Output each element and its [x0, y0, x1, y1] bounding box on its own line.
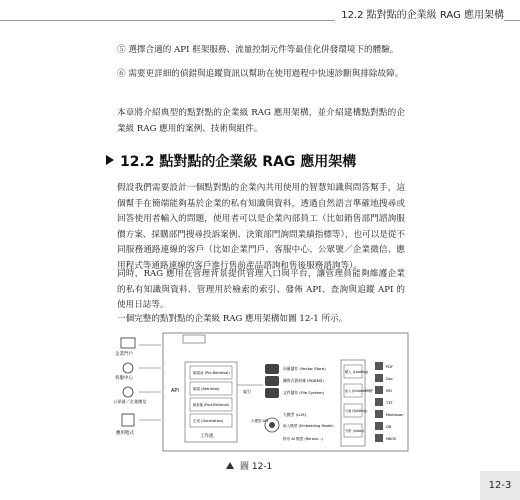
- svg-text:嵌入模型 (Embedding Model): 嵌入模型 (Embedding Model): [283, 424, 334, 428]
- client-app: [116, 414, 134, 436]
- section-heading-text: 12.2 點對點的企業級 RAG 應用架構: [120, 154, 357, 170]
- client-service: [115, 363, 133, 381]
- architecture-svg: [113, 330, 413, 455]
- svg-text:MD: MD: [386, 389, 392, 393]
- api-label: API: [171, 388, 179, 394]
- svg-text:生成 (Generation): 生成 (Generation): [193, 419, 224, 423]
- paragraph-item-5: ⑤ 選擇合適的 API 框架服務、流量控制元件等最佳化併發環境下的體驗。: [117, 45, 399, 55]
- svg-text:MBOX: MBOX: [386, 437, 396, 441]
- section-heading: [106, 151, 356, 171]
- client-label: 企業門戶: [115, 352, 133, 357]
- paragraph-admin: 同時，RAG 應用在管理背景提供管理入口與平台，讓管理員能夠維護企業的私有知識與資料、管理用於檢索的索引、發佈 API、查詢與追蹤 API 的使用日誌等。: [117, 269, 405, 310]
- svg-text:Doc: Doc: [386, 377, 393, 381]
- running-header-text: 12.2 點對點的企業級 RAG 應用架構: [335, 6, 504, 21]
- svg-text:分割 (Splitting): 分割 (Splitting): [345, 409, 368, 413]
- svg-text:嵌入 (Embedding): 嵌入 (Embedding): [345, 389, 373, 393]
- client-label: 應用程式: [116, 431, 134, 436]
- caption-triangle-icon: [226, 462, 234, 469]
- page-number: 12-3: [480, 471, 520, 500]
- svg-text:檢索後 (Post-Retrieval): 檢索後 (Post-Retrieval): [193, 403, 230, 407]
- svg-text:檢索 (Retrieval): 檢索 (Retrieval): [193, 387, 220, 391]
- index-label: 索引: [243, 389, 251, 394]
- svg-text:Markdown: Markdown: [386, 413, 404, 417]
- source-icons: [375, 362, 404, 442]
- running-header: [0, 0, 520, 28]
- svg-text:向量儲存 (Vector Store): 向量儲存 (Vector Store): [283, 366, 326, 371]
- paragraph-item-6: ⑥ 需要更詳細的偵錯與追蹤資訊以幫助在使用過程中快速診斷與排除故障。: [117, 69, 404, 79]
- svg-text:檢索前 (Pre-Retrieval): 檢索前 (Pre-Retrieval): [193, 371, 230, 375]
- paragraph-figure-ref: 一個完整的點對點的企業級 RAG 應用架構如圖 12-1 所示。: [117, 314, 348, 324]
- architecture-diagram: [113, 330, 413, 455]
- model-api-label: 大模型 API: [251, 419, 269, 423]
- svg-text:載入 (Loading): 載入 (Loading): [345, 370, 369, 374]
- svg-text:DB: DB: [386, 425, 392, 429]
- paragraph-chapter-intro: 本章將介紹典型的點對點的企業級 RAG 應用架構，並介紹建構點對點的企業級 RAG 應用的案例、技術與組件。: [117, 108, 405, 134]
- paragraph-scenario: 假設我們需要設計一個點對點的企業內共用使用的智慧知識與問答幫手，這個幫手在簡端能夠基於企業的私有知識與資料，透過自然語言準確地搜尋或回答使用者輸入的問題，使用者可以是企業內部員工（比如銷售部門諮詢服價方案、採購部門搜尋投訴案例、決策部門詢問業績指標等），也可以是從不同服務通路連線的客戶（比如企業門戶、客服中心、公眾號／企業微信、應用程式等通路連線的客戶進行售前產品諮詢和售後服務諮詢等）。: [117, 183, 405, 271]
- workflow-label: 工作流: [200, 434, 214, 439]
- caption-text: 圖 12-1: [240, 462, 273, 472]
- client-label: 公眾號／企業微信: [113, 399, 147, 404]
- svg-text:TXT: TXT: [386, 401, 393, 405]
- svg-text:文件儲存 (File System): 文件儲存 (File System): [283, 390, 325, 395]
- svg-text:排序 AI 模型 (Rerank...): 排序 AI 模型 (Rerank...): [283, 437, 324, 441]
- figure-caption: [226, 459, 272, 472]
- svg-text:關係式資料庫 (RDBMS): 關係式資料庫 (RDBMS): [283, 378, 324, 383]
- svg-text:大模型 (LLM): 大模型 (LLM): [283, 412, 307, 417]
- client-wechat: [113, 387, 147, 405]
- svg-text:PDF: PDF: [386, 365, 394, 369]
- client-portal: [115, 338, 135, 357]
- client-label: 客服中心: [115, 376, 133, 381]
- svg-text:分析 (Index): 分析 (Index): [345, 429, 365, 433]
- heading-triangle-icon: [106, 155, 114, 165]
- store-icons: [265, 364, 279, 398]
